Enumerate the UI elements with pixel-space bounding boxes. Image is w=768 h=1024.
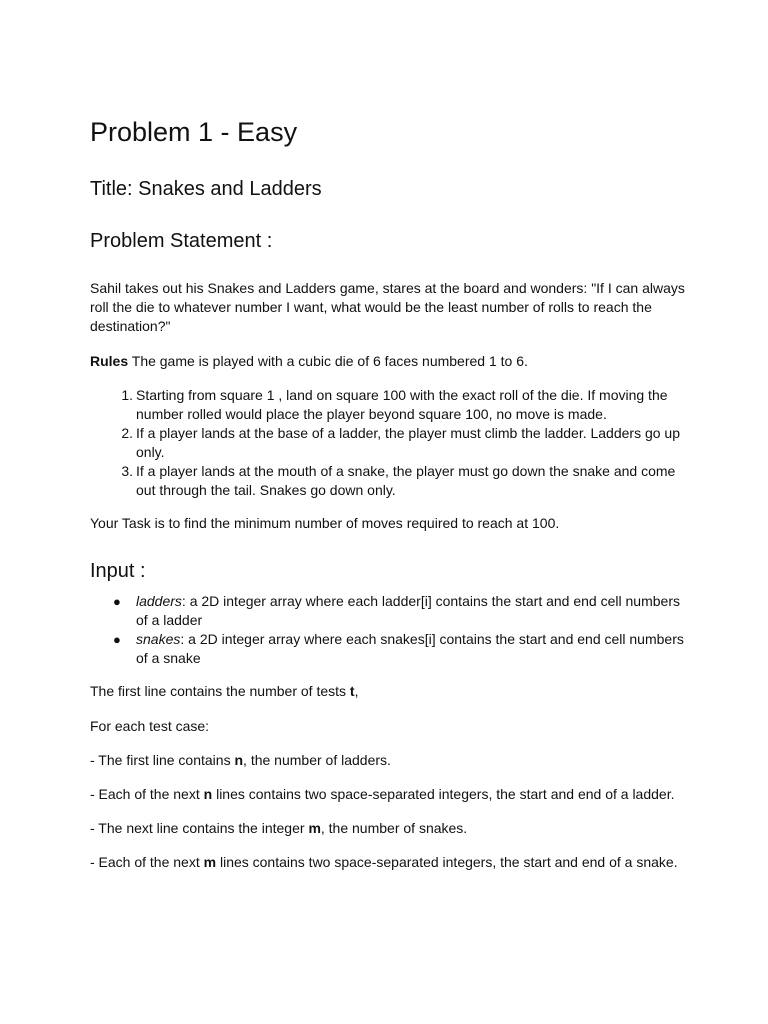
rule-text: If a player lands at the base of a ladder, the player must climb the ladder. Ladders go up only. [136,425,681,460]
variable-m: m [308,820,321,836]
text-segment: lines contains two space-separated integers, the start and end of a snake. [216,854,678,870]
task-paragraph: Your Task is to find the minimum number of moves required to reach at 100. [90,515,560,531]
rules-list-item [90,462,690,500]
text-segment: - The next line contains the integer [90,820,309,836]
rules-text: The game is played with a cubic die of 6 faces numbered 1 to 6. [128,353,528,369]
line-next-n-paragraph [90,785,690,804]
each-test-paragraph: For each test case: [90,718,210,734]
variable-n: n [234,752,244,768]
first-line-paragraph [90,682,690,701]
line-next-m-paragraph [90,853,690,872]
rule-text: If a player lands at the mouth of a snake, the player must go down the snake and come out through the tail. Snakes go down only. [136,463,676,498]
rules-paragraph [90,352,690,371]
list-number: 1. [121,387,133,403]
line-n-paragraph [90,751,690,770]
text-segment: lines contains two space-separated integers, the start and end of a ladder. [212,786,675,802]
input-list-item [90,630,690,668]
variable-n: n [203,786,213,802]
input-heading: Input : [90,560,146,582]
problem-statement-heading: Problem Statement : [90,230,273,252]
variable-m: m [203,854,217,870]
bullet-icon: ● [113,594,121,609]
text-segment: - Each of the next [90,786,204,802]
text-segment: , [354,683,359,699]
text-segment: , the number of ladders. [243,752,391,768]
rule-text: Starting from square 1 , land on square 100 with the exact roll of the die. If moving the number rolled would place the player beyond square 100, no move is made. [136,387,668,422]
text-segment: The first line contains the number of tests [90,683,350,699]
bullet-icon: ● [113,632,121,647]
rules-list-item [90,386,690,424]
input-list [90,592,690,668]
text-segment: - The first line contains [90,752,235,768]
list-number: 2. [121,425,133,441]
problem-heading: Problem 1 - Easy [90,117,298,147]
rules-list-item [90,424,690,462]
list-number: 3. [121,463,133,479]
rules-list [90,386,690,500]
intro-paragraph: Sahil takes out his Snakes and Ladders game, stares at the board and wonders: "If I can always roll the die to whatever number I want, what would be the least number of rolls to reach the destination?" [90,280,685,334]
input-term: ladders [136,593,182,609]
input-list-item [90,592,690,630]
line-m-paragraph [90,819,690,838]
variable-t: t [349,683,355,699]
input-description: : a 2D integer array where each snakes[i] contains the start and end cell numbers of a snake [136,631,684,666]
title-heading: Title: Snakes and Ladders [90,178,322,200]
text-segment: , the number of snakes. [320,820,468,836]
rules-label: Rules [90,353,129,369]
input-description: : a 2D integer array where each ladder[i] contains the start and end cell numbers of a ladder [136,593,680,628]
text-segment: - Each of the next [90,854,204,870]
input-term: snakes [136,631,181,647]
